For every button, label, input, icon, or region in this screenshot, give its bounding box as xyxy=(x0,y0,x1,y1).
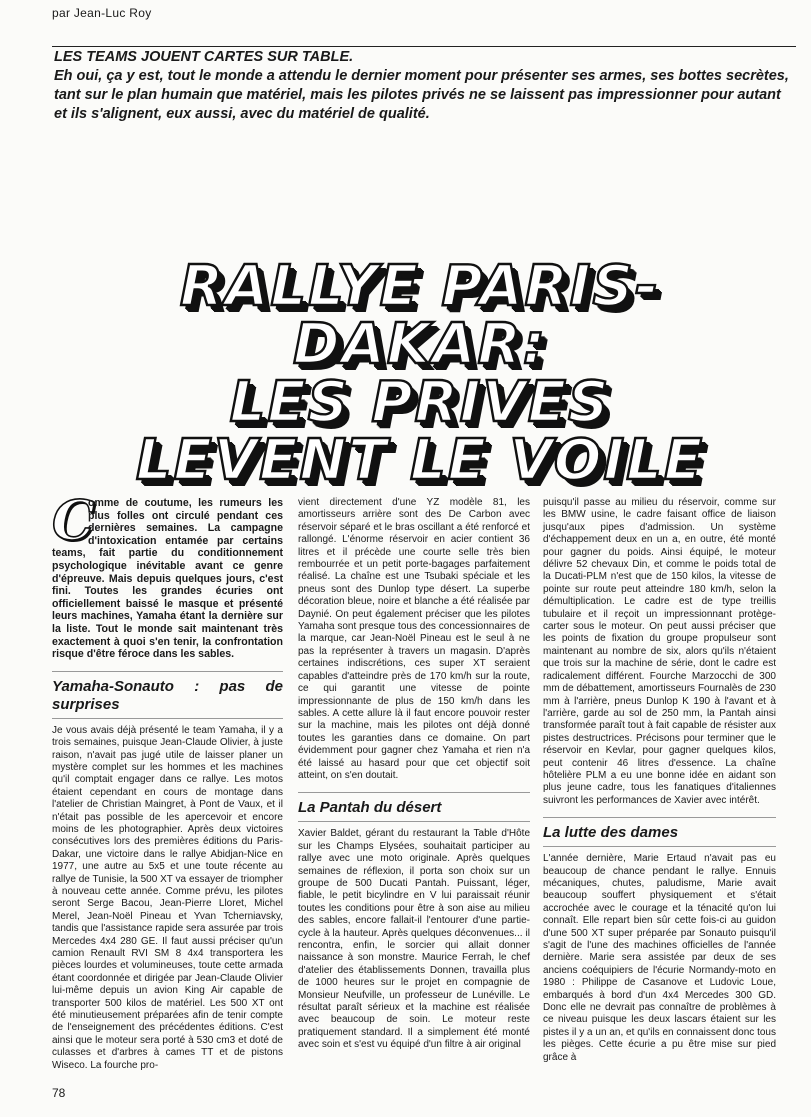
intro-paragraph xyxy=(52,488,283,661)
drop-cap: C xyxy=(52,488,95,552)
column-2 xyxy=(298,497,530,1052)
title-line-2: LES PRIVES xyxy=(229,370,611,435)
pantah-continued-text: puisqu'il passe au milieu du réservoir, comme sur les BMW usine, le cadre faisant office de liaison jusqu'aux pipes d'admission. Un système d'échappement deux en un a, en outre, été monté pour gagner du poids. Ainsi équipé, le moteur délivre 52 chevaux Din, et comme le poids total de la Ducati-PLM n'est que de 150 kilos, la vitesse de pointe sur route peut atteindre 180 km/h, selon la démultiplication. Le cadre est de type treillis tubulaire et il reçoit un impressionnant protège-carter sous le moteur. On peut aussi préciser que les points de fixation du groupe propulseur sont maintenant au nombre de six, alors qu'ils n'étaient que trois sur la machine de série, dont le cadre est radicalement différent. Fourche Marzocchi de 300 mm de débattement, amortisseurs Fournalès de 230 mm à l'arrière, pneus Dunlop K 190 à l'avant et à l'arrière, garde au sol de 250 mm, la Pantah ainsi transformée paraît tout à fait capable de résister aux pistes destructrices. Précisons pour terminer que le réservoir en Kevlar, pour gagner quelques kilos, peut contenir 46 litres d'essence. La chaîne hôtelière PLM a eu une bonne idée en aidant son plus jeune cadre, tous les fanatiques d'italiennes suivront les performances de Xavier avec intérêt. xyxy=(543,497,776,806)
section-rule xyxy=(543,846,776,847)
header-rule xyxy=(52,46,796,47)
kicker-text: Eh oui, ça y est, tout le monde a attendu le dernier moment pour présenter ses armes, ses bottes secrètes, tant sur le plan humain que matériel, mais les pilotes privés ne se laissent pas impressionner pour autant et ils s'alignent, eux aussi, avec du matériel de qualité. xyxy=(54,68,789,122)
column-1 xyxy=(52,488,283,1072)
section-rule xyxy=(52,718,283,719)
page-number: 78 xyxy=(52,1086,66,1100)
title-line-3: LEVENT LE VOILE xyxy=(135,428,705,493)
pantah-heading: La Pantah du désert xyxy=(298,792,530,817)
dames-text: L'année dernière, Marie Ertaud n'avait pas eu beaucoup de chance pendant le rallye. Ennuis mécaniques, chutes, paludisme, Marie avait beaucoup souffert physiquement et s'était accrochée avec le courage et la ténacité qu'on lui connaît. Elle repart bien sûr cette fois-ci au guidon d'une 500 XT super préparée par Sonauto puisqu'il s'agit de l'une des machines officielles de l'année dernière. Marie sera assistée par deux de ses anciens coéquipiers de l'écurie Normandy-moto en 1980 : Philippe de Casanove et Ludovic Loue, embarqués à bord d'un 4x4 Mercedes 300 GD. Donc elle ne devrait pas connaître de problèmes à ce niveau puisque les deux lascars étaient sur les pistes il y a un an, et qu'ils en connaissent donc tous les pièges. Cette écurie a pu être mise sur pied grâce à xyxy=(543,853,776,1063)
pantah-text: Xavier Baldet, gérant du restaurant la Table d'Hôte sur les Champs Elysées, souhaitait participer au rallye avec une moto originale. Après quelques semaines de réflexion, il porta son choix sur un groupe de 500 Ducati Pantah. Puissant, léger, fiable, le petit bicylindre en V lui paraissait réunir toutes les conditions pour être à son aise au milieu des sables, encore fallait-il l'entourer d'une partie-cycle à la hauteur. Après quelques déconvenues... il rencontra, enfin, le sorcier qui allait donner naissance à son monstre. Maurice Ferrah, le chef d'atelier des établissements Donnen, travailla plus de 1000 heures sur le projet en compagnie de Monsieur Neufville, un professeur de Lunéville. Le résultat paraît sérieux et la machine est réalisée avec beaucoup de soin. Le moteur reste pratiquement standard. Il a simplement été monté avec soin et s'est vu équipé d'un filtre à air original xyxy=(298,828,530,1051)
yamaha-continued-text: vient directement d'une YZ modèle 81, les amortisseurs arrière sont des De Carbon avec réservoir séparé et le bras oscillant a été renforcé et rallongé. L'énorme réservoir en acier contient 36 litres et il précède une courte selle très bien rembourrée et un petit porte-bagages parfaitement réalisé. La chaîne est une Tsubaki spéciale et les pneus sont des Dunlop type désert. La superbe décoration bleue, noire et blanche a été réalisée par Daynié. On peut également préciser que les pilotes Yamaha sont presque tous des concessionnaires de la marque, car Jean-Noël Pineau est le seul à ne pas la représenter à travers un magasin. D'après certaines indiscrétions, ces super XT seraient capables d'atteindre près de 170 km/h sur la route, ce qui garantit une vitesse de pointe impressionnante de plus de 150 km/h dans les sables. A cette allure là il faut encore pouvoir rester sur la machine, mais les pilotes ont déjà donné toutes les garanties dans ce domaine. On part évidemment pour gagner chez Yamaha et rien n'a été laissé au hasard pour que cet objectif soit atteint, on s'en doutait. xyxy=(298,497,530,781)
kicker-headline: LES TEAMS JOUENT CARTES SUR TABLE. xyxy=(54,49,354,65)
intro-text: omme de coutume, les rumeurs les plus folles ont circulé pendant ces dernières semaines. La campagne d'intoxication entamée par certains teams, fait partie du conditionnement psychologique inévitable avant ce genre d'épreuve. Mais depuis quelques jours, c'est fini. Toutes les grandes écuries ont officiellement baissé le masque et présenté leurs machines, Yamaha étant la dernière sur la liste. Tout le monde sait maintenant très exactement à quoi s'en tenir, la confrontation risque d'être féroce dans les sables. xyxy=(52,497,283,661)
article-title xyxy=(70,254,770,493)
byline: par Jean-Luc Roy xyxy=(52,6,152,20)
section-rule xyxy=(298,821,530,822)
dames-heading: La lutte des dames xyxy=(543,817,776,842)
title-line-1: RALLYE PARIS-DAKAR: xyxy=(179,254,661,377)
kicker xyxy=(54,48,794,124)
column-3 xyxy=(543,497,776,1064)
yamaha-text: Je vous avais déjà présenté le team Yamaha, il y a trois semaines, puisque Jean-Claude Olivier, à juste raison, n'avait pas jugé utile de laisser planer un mystère complet sur les hommes et les machines qu'il comptait engager dans ce rallye. Les motos étaient cependant en cours de montage dans l'atelier de Christian Maingret, à Pont de Vaux, et il n'était pas possible de les apercevoir et encore moins de les photographier. Après deux victoires consécutives lors des premières éditions du Paris-Dakar, une victoire dans le rallye Abidjan-Nice en 1977, une autre au 5x5 et une toute récente au rallye de Tunisie, la 500 XT va essayer de triompher à nouveau cette année. Comme prévu, les pilotes seront Serge Bacou, Jean-Pierre Lloret, Michel Merel, Jean-Noël Pineau et Yvan Tcherniavsky, tandis que l'assistance rapide sera assurée par trois Mercedes 4x4 280 GE. Il faut aussi préciser qu'un camion Renault RVI SM 8 4x4 transportera les pièces lourdes et volumineuses, toute cette armada étant coordonnée et dirigée par Jean-Claude Olivier lui-même depuis un avion King Air capable de transporter 500 kilos de matériel. Les 500 XT ont été minutieusement préparées afin de tenir compte de l'enseignement des précédentes éditions. C'est ainsi que le moteur sera porté à 530 cm3 et doté de culasses et d'arbres à cames TT et de pistons Wiseco. La fourche pro- xyxy=(52,724,283,1071)
yamaha-heading: Yamaha-Sonauto : pas de surprises xyxy=(52,671,283,714)
